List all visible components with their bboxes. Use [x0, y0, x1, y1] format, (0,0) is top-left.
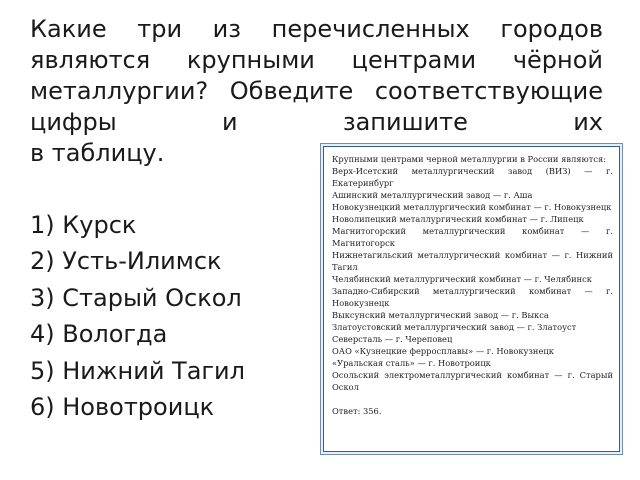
answer-info-box — [323, 146, 620, 452]
option-item: 3) Старый Оскол — [30, 283, 242, 312]
info-entry: «Уральская сталь» — г. Новотроицк — [332, 358, 491, 368]
question-last-line: в таблицу. — [30, 139, 165, 167]
options-list — [30, 207, 245, 425]
info-entry: Новокузнецкий металлургический комбинат — г. Новокузнецк — [332, 202, 612, 212]
info-entry: Челябинский металлургический комбинат — г. Челябинск — [332, 274, 592, 284]
info-entry: Нижнетагильский металлургический комбинат — г. Нижний Тагил — [332, 250, 613, 272]
info-heading: Крупными центрами черной металлургии в России являются: — [332, 154, 606, 164]
info-entry: Северсталь — г. Череповец — [332, 334, 453, 344]
info-entry: Ашинский металлургический завод — г. Аша — [332, 190, 533, 200]
info-entry: Златоустовский металлургический завод — г. Златоуст — [332, 322, 577, 332]
info-entry: Осольский электрометаллургический комбинат — г. Старый Оскол — [332, 370, 613, 392]
info-entry: Новолипецкий металлургический комбинат — г. Липецк — [332, 214, 584, 224]
answer-text: Ответ: 356. — [332, 406, 382, 416]
option-item: 6) Новотроицк — [30, 393, 215, 422]
info-entry: ОАО «Кузнецкие ферросплавы» — г. Новокузнецк — [332, 346, 554, 356]
option-item: 2) Усть-Илимск — [30, 247, 222, 276]
option-item: 4) Вологда — [30, 320, 168, 349]
info-entry: Западно-Сибирский металлургический комбинат — г. Новокузнецк — [332, 286, 613, 308]
info-entry: Верх-Исетский металлургический завод (ВИЗ) — г. Екатеринбург — [332, 166, 613, 188]
info-entry: Магнитогорский металлургический комбинат — г. Магнитогорск — [332, 226, 613, 248]
option-item: 5) Нижний Тагил — [30, 356, 245, 385]
info-entry: Выксунский металлургический завод — г. Выкса — [332, 310, 549, 320]
question-body: Какие три из перечисленных городов являются крупными центрами чёрной металлургии? Обведите соответствующие цифры и запишите их — [30, 15, 603, 136]
option-item: 1) Курск — [30, 211, 137, 239]
